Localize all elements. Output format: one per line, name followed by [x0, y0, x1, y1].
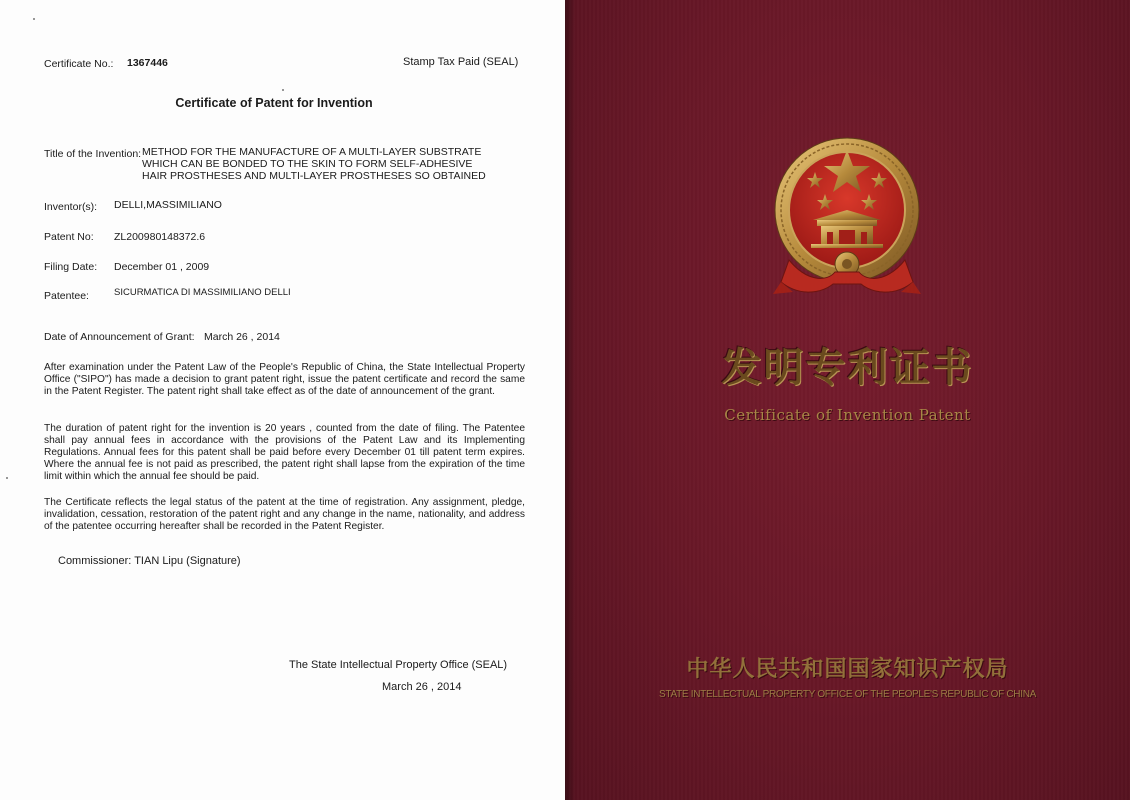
- paper-speck: [33, 18, 35, 20]
- certificate-no: 1367446: [127, 57, 168, 69]
- patent-no-label: Patent No:: [44, 231, 94, 243]
- office-seal: The State Intellectual Property Office (SEAL): [289, 659, 508, 671]
- patent-no-value: ZL200980148372.6: [114, 231, 206, 243]
- signed-date: March 26 , 2014: [382, 681, 462, 693]
- filing-date-value: December 01 , 2009: [114, 261, 210, 273]
- patentee-label: Patentee:: [44, 290, 89, 302]
- national-emblem-icon: [767, 132, 927, 300]
- grant-date-label: Date of Announcement of Grant:: [44, 331, 195, 343]
- duration-paragraph: The duration of patent right for the invention is 20 years , counted from the date of filing. The Patentee shall pay annual fees in accordance with the provisions of the Patent Law and its Implementing Regulations. Annual fees for this patent shall be paid before every December 01 till patent term expires. Where the annual fee is not paid as prescribed, the patent right shall lapse from the expiration of the time limit within which the annual fee should be paid.: [44, 423, 525, 482]
- cover-title-chinese: 发明专利证书: [721, 344, 974, 391]
- document-title: Certificate of Patent for Invention: [175, 96, 373, 110]
- certificate-cover: [565, 0, 1130, 800]
- invention-title-line: METHOD FOR THE MANUFACTURE OF A MULTI-LAYER SUBSTRATE: [142, 146, 482, 158]
- issuing-office-chinese: 中华人民共和国国家知识产权局: [686, 656, 1009, 682]
- inventor-label: Inventor(s):: [44, 201, 98, 213]
- commissioner-signature: Commissioner: TIAN Lipu (Signature): [58, 555, 241, 567]
- legal-status-paragraph: The Certificate reflects the legal status of the patent at the time of registration. Any assignment, pledge, invalidation, cessation, restoration of the patent right and any change in the name, nationality, and address of the patentee occurring hereafter shall be recorded in the Patent Register.: [44, 497, 525, 532]
- issuing-office-english: STATE INTELLECTUAL PROPERTY OFFICE OF THE PEOPLE'S REPUBLIC OF CHINA: [659, 689, 1036, 700]
- stamp-tax: Stamp Tax Paid (SEAL): [403, 56, 519, 68]
- patentee-value: SICURMATICA DI MASSIMILIANO DELLI: [114, 287, 291, 298]
- grant-date-value: March 26 , 2014: [204, 331, 280, 343]
- invention-title-line: WHICH CAN BE BONDED TO THE SKIN TO FORM SELF-ADHESIVE: [142, 158, 473, 170]
- invention-title-line: HAIR PROSTHESES AND MULTI-LAYER PROSTHESES SO OBTAINED: [142, 170, 486, 182]
- certificate-no-label: Certificate No.:: [44, 58, 114, 70]
- cover-title-english: Certificate of Invention Patent: [724, 406, 971, 424]
- paper-speck: [282, 89, 284, 91]
- inventor-value: DELLI,MASSIMILIANO: [114, 199, 222, 211]
- grant-paragraph: After examination under the Patent Law of the People's Republic of China, the State Intellectual Property Office ("SIPO") has made a decision to grant patent right, issue the patent certificate and record the same in the Patent Register. The patent right shall take effect as of the date of announcement of the grant.: [44, 362, 525, 397]
- filing-date-label: Filing Date:: [44, 261, 98, 273]
- invention-title-label: Title of the Invention:: [44, 148, 142, 160]
- paper-speck: [6, 477, 8, 479]
